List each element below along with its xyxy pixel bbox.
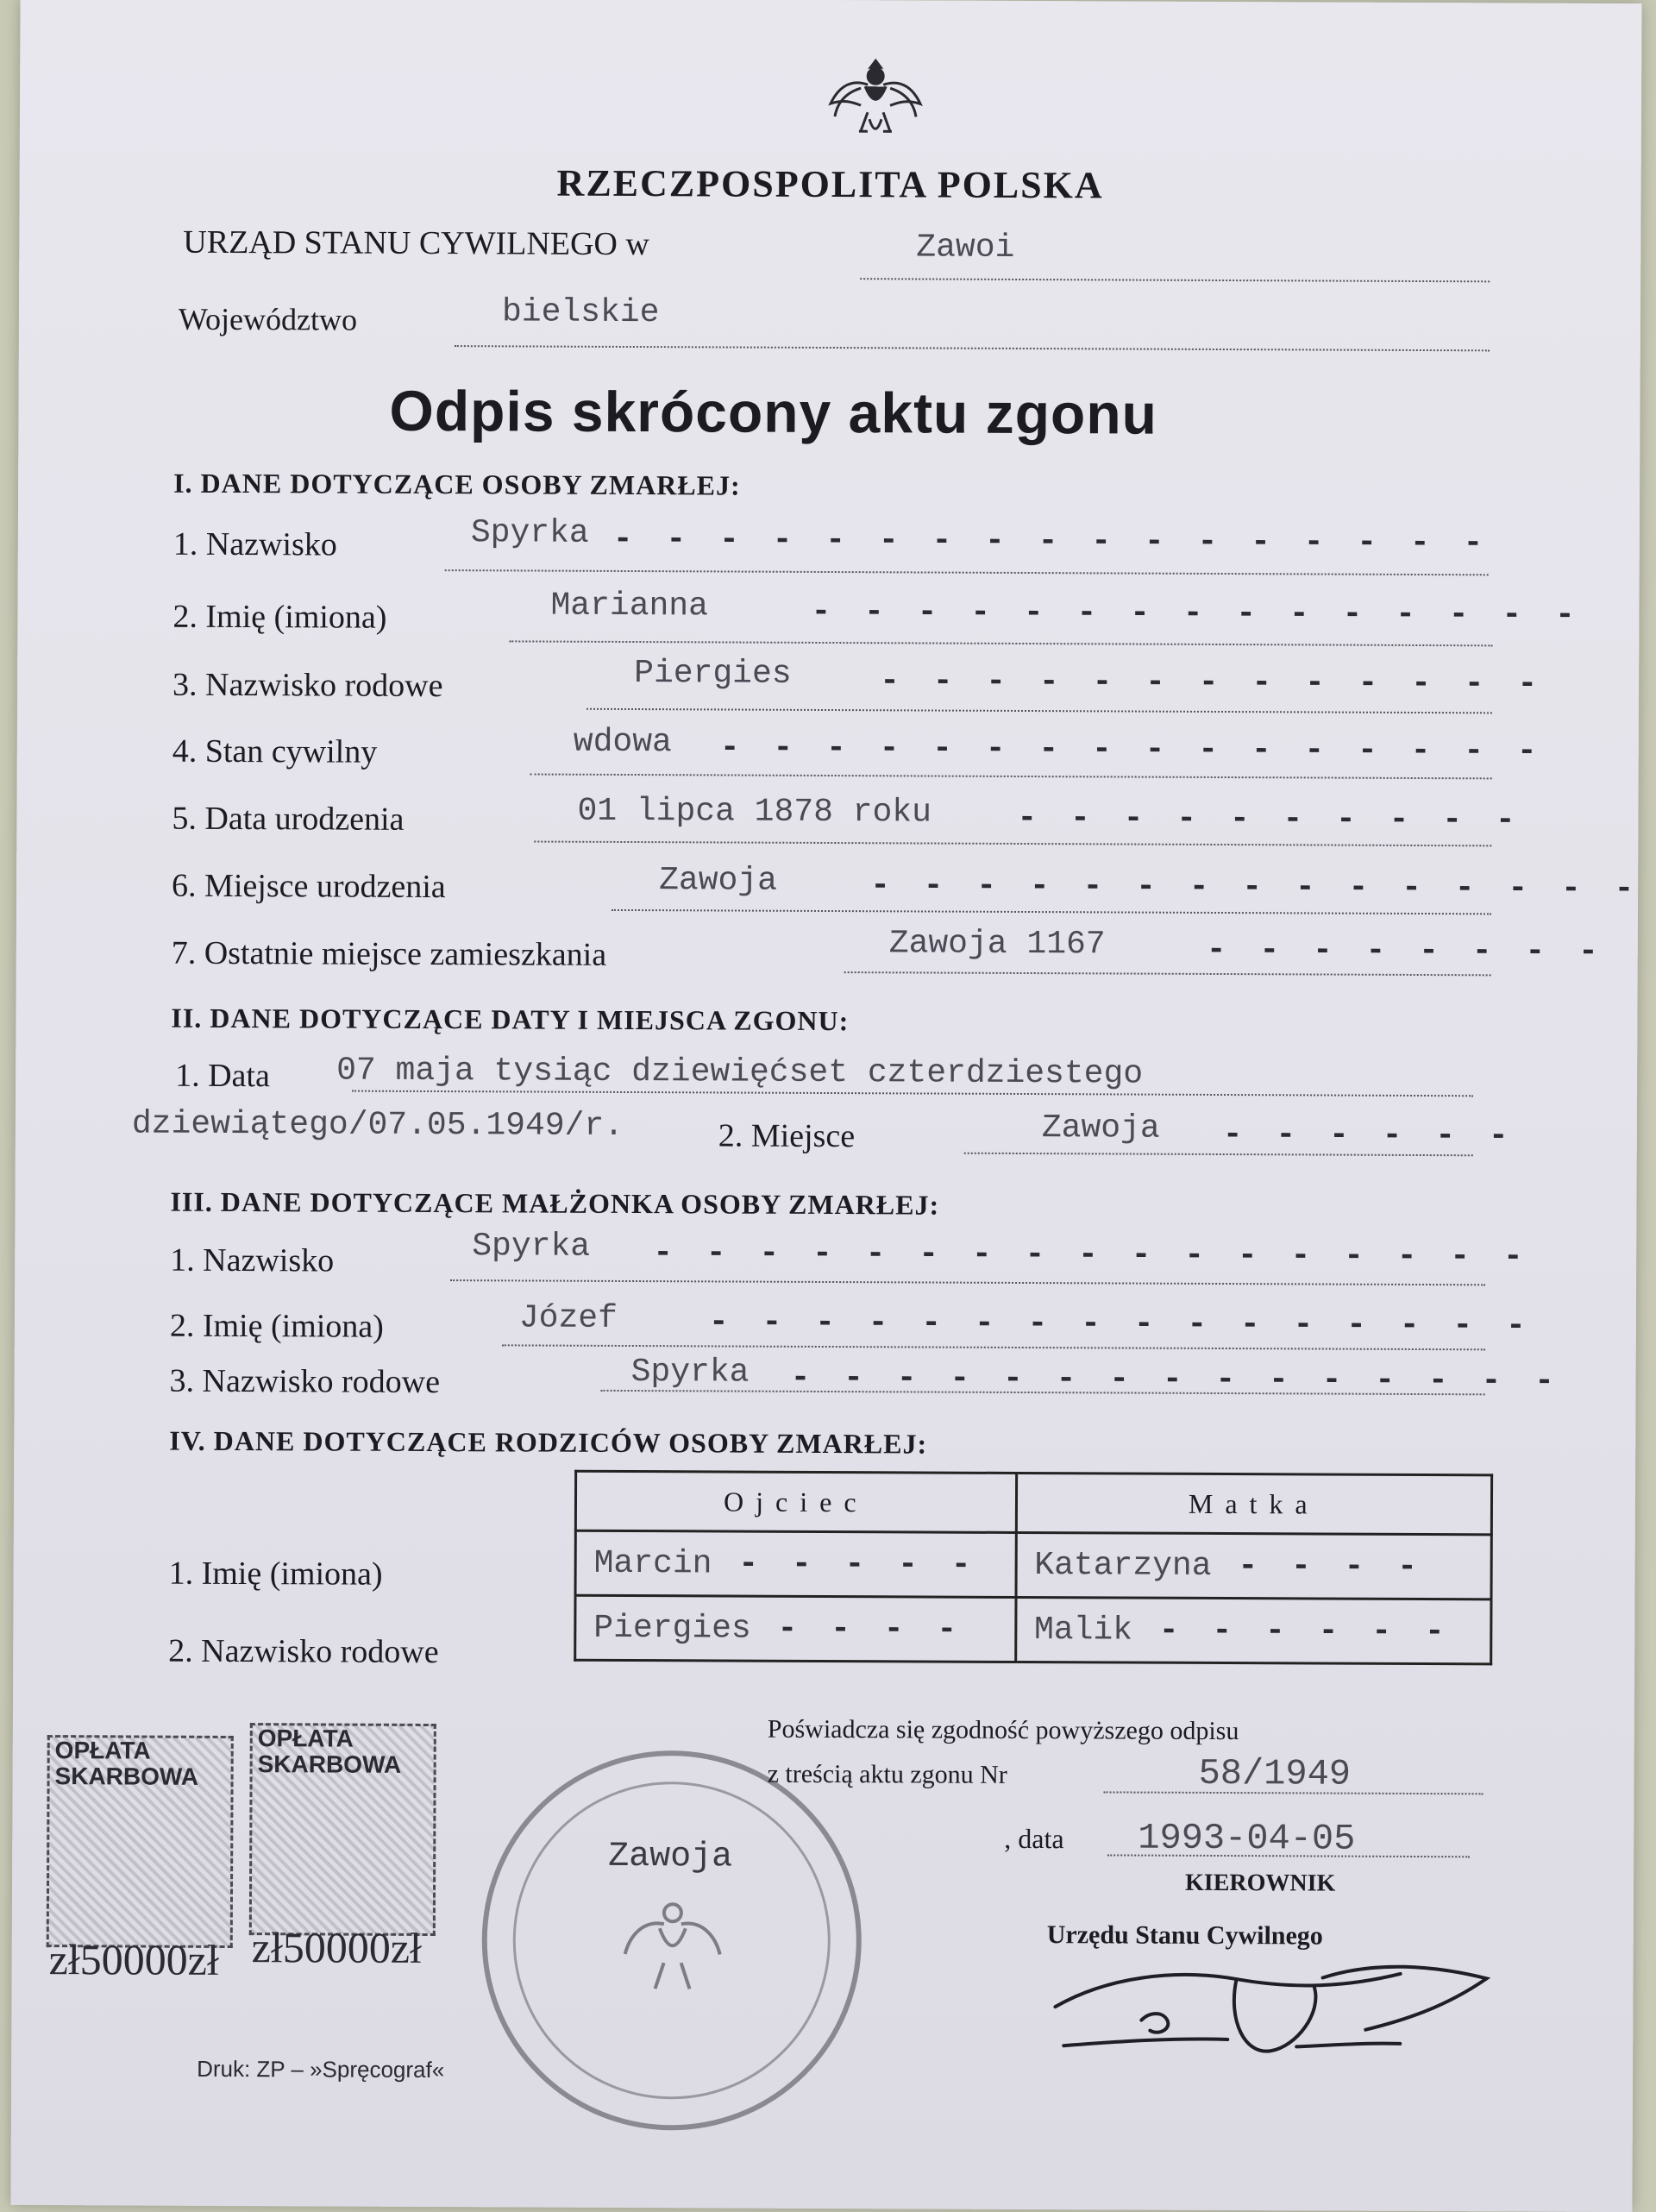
section-4-heading: IV. DANE DOTYCZĄCE RODZICÓW OSOBY ZMARŁEJ:: [169, 1424, 928, 1460]
office-fill-line: [860, 278, 1490, 282]
province-fill-line: [455, 345, 1490, 351]
dash-filler: - - - - - - - - - -: [1017, 799, 1522, 839]
father-family-name-value: Piergies: [593, 1609, 751, 1648]
dash-filler: - - - -: [750, 1610, 964, 1649]
dash-filler: - - - - - - - -: [1206, 931, 1605, 971]
dash-filler: - - - - - - - - - - - - - - - -: [708, 1304, 1533, 1345]
document-title: Odpis skrócony aktu zgonu: [389, 378, 1158, 446]
deceased-surname-label: 1. Nazwisko: [172, 525, 337, 563]
deceased-family-name-value: Piergies: [634, 655, 792, 693]
office-value: Zawoi: [916, 229, 1015, 267]
spouse-family-name-value: Spyrka: [630, 1354, 750, 1392]
dash-filler: - - - - - - - - - - - - - - - -: [719, 729, 1544, 770]
parents-given-name-label: 1. Imię (imiona): [168, 1555, 383, 1593]
dash-filler: - - - - - -: [1222, 1116, 1515, 1155]
parents-table: [574, 1470, 1493, 1666]
certification-line-2: z treścią aktu zgonu Nr: [767, 1759, 1007, 1789]
office-label: URZĄD STANU CYWILNEGO w: [183, 223, 649, 263]
dash-filler: - - - -: [1211, 1547, 1425, 1586]
last-residence-value: Zawoja 1167: [888, 925, 1106, 964]
fill-line: [450, 1279, 1485, 1285]
dash-filler: - - - - -: [712, 1544, 978, 1584]
dash-filler: - - - - - - - - - - - - - - -: [811, 593, 1582, 634]
country-heading: RZECZPOSPOLITA POLSKA: [556, 161, 1104, 207]
fee-stamp-left: [47, 1735, 234, 1984]
dash-filler: - - - - - - - - - - - - - - -: [790, 1359, 1562, 1400]
spouse-surname-label: 1. Nazwisko: [170, 1241, 335, 1279]
deceased-given-name-label: 2. Imię (imiona): [172, 598, 387, 636]
birth-place-label: 6. Miejsce urodzenia: [172, 867, 446, 906]
father-family-name: [575, 1595, 1016, 1662]
act-number-value: 58/1949: [1198, 1752, 1352, 1795]
fill-line: [502, 1344, 1485, 1350]
certification-date-label: , data: [1004, 1822, 1064, 1855]
column-header-mother: Matka: [1016, 1473, 1492, 1534]
mother-family-name: [1015, 1597, 1491, 1663]
civil-status-value: wdowa: [573, 723, 672, 762]
province-label: Województwo: [178, 301, 358, 337]
deceased-surname-value: Spyrka: [470, 514, 589, 552]
seal-eagle-icon: [616, 1894, 729, 1998]
registrar-role: KIEROWNIK: [1184, 1869, 1336, 1897]
parents-family-name-label: 2. Nazwisko rodowe: [168, 1632, 439, 1671]
spouse-given-name-label: 2. Imię (imiona): [169, 1307, 384, 1345]
section-2-heading: II. DANE DOTYCZĄCE DATY I MIEJSCA ZGONU:: [171, 1002, 850, 1037]
birth-date-value: 01 lipca 1878 roku: [577, 792, 932, 832]
death-date-value-line2: dziewiątego/07.05.1949/r.: [131, 1105, 624, 1145]
document-sheet: [10, 0, 1641, 2212]
fill-line: [445, 569, 1489, 575]
fill-line: [534, 841, 1491, 847]
fee-stamp-label-2: SKARBOWA: [257, 1750, 402, 1778]
birth-place-value: Zawoja: [659, 862, 778, 900]
fill-line: [612, 909, 1491, 914]
mother-family-name-value: Malik: [1033, 1611, 1133, 1650]
certification-line-1: Poświadcza się zgodność powyższego odpisu: [767, 1714, 1239, 1746]
province-value: bielskie: [501, 293, 660, 332]
registrar-office: Urzędu Stanu Cywilnego: [1046, 1920, 1323, 1951]
dash-filler: - - - - - -: [1132, 1612, 1452, 1650]
spouse-given-name-value: Józef: [518, 1299, 618, 1337]
spouse-family-name-label: 3. Nazwisko rodowe: [169, 1362, 441, 1401]
round-office-seal: [481, 1750, 862, 2131]
printer-imprint: Druk: ZP – »Spręcograf«: [197, 2055, 445, 2083]
civil-status-label: 4. Stan cywilny: [172, 732, 378, 770]
fee-stamp-label-2: SKARBOWA: [54, 1763, 199, 1790]
fill-line: [509, 640, 1492, 646]
fee-stamp-label-1: OPŁATA: [257, 1725, 354, 1752]
handwritten-signature: [1038, 1925, 1521, 2073]
seal-town-text: Zawoja: [608, 1837, 733, 1877]
mother-given-name: [1016, 1532, 1492, 1599]
deceased-family-name-label: 3. Nazwisko rodowe: [172, 666, 443, 705]
section-3-heading: III. DANE DOTYCZĄCE MAŁŻONKA OSOBY ZMARŁEJ:: [170, 1185, 940, 1221]
fill-line: [844, 971, 1491, 976]
dash-filler: - - - - - - - - - - - - - - - - -: [653, 1235, 1530, 1276]
mother-given-name-value: Katarzyna: [1034, 1546, 1212, 1585]
death-date-value-line1: 07 maja tysiąc dziewięćset czterdziestego: [336, 1052, 1144, 1093]
column-header-father: Ojciec: [575, 1471, 1016, 1532]
section-1-heading: I. DANE DOTYCZĄCE OSOBY ZMARŁEJ:: [173, 467, 741, 501]
death-place-label: 2. Miejsce: [718, 1117, 856, 1155]
father-given-name: [575, 1530, 1016, 1597]
dash-filler: - - - - - - - - - - - - -: [880, 663, 1545, 703]
spouse-surname-value: Spyrka: [472, 1228, 591, 1266]
death-date-label: 1. Data: [175, 1057, 270, 1095]
father-given-name-value: Marcin: [593, 1544, 712, 1582]
dash-filler: - - - - - - - - - - - - - - -: [870, 867, 1641, 908]
certification-date-value: 1993-04-05: [1138, 1817, 1356, 1860]
last-residence-label: 7. Ostatnie miejsce zamieszkania: [171, 934, 607, 973]
fill-line: [586, 708, 1492, 714]
fee-stamp-amount: zł50000zł: [48, 1935, 219, 1984]
dash-filler: - - - - - - - - - - - - - - - - -: [612, 520, 1490, 562]
fee-stamp-amount: zł50000zł: [251, 1923, 423, 1972]
deceased-given-name-value: Marianna: [550, 587, 709, 625]
fee-stamp-label-1: OPŁATA: [54, 1737, 151, 1764]
fill-line: [530, 773, 1492, 779]
birth-date-label: 5. Data urodzenia: [172, 800, 405, 838]
fee-stamp-right: [249, 1723, 436, 1972]
polish-eagle-emblem: [826, 52, 925, 148]
death-place-value: Zawoja: [1041, 1109, 1160, 1147]
